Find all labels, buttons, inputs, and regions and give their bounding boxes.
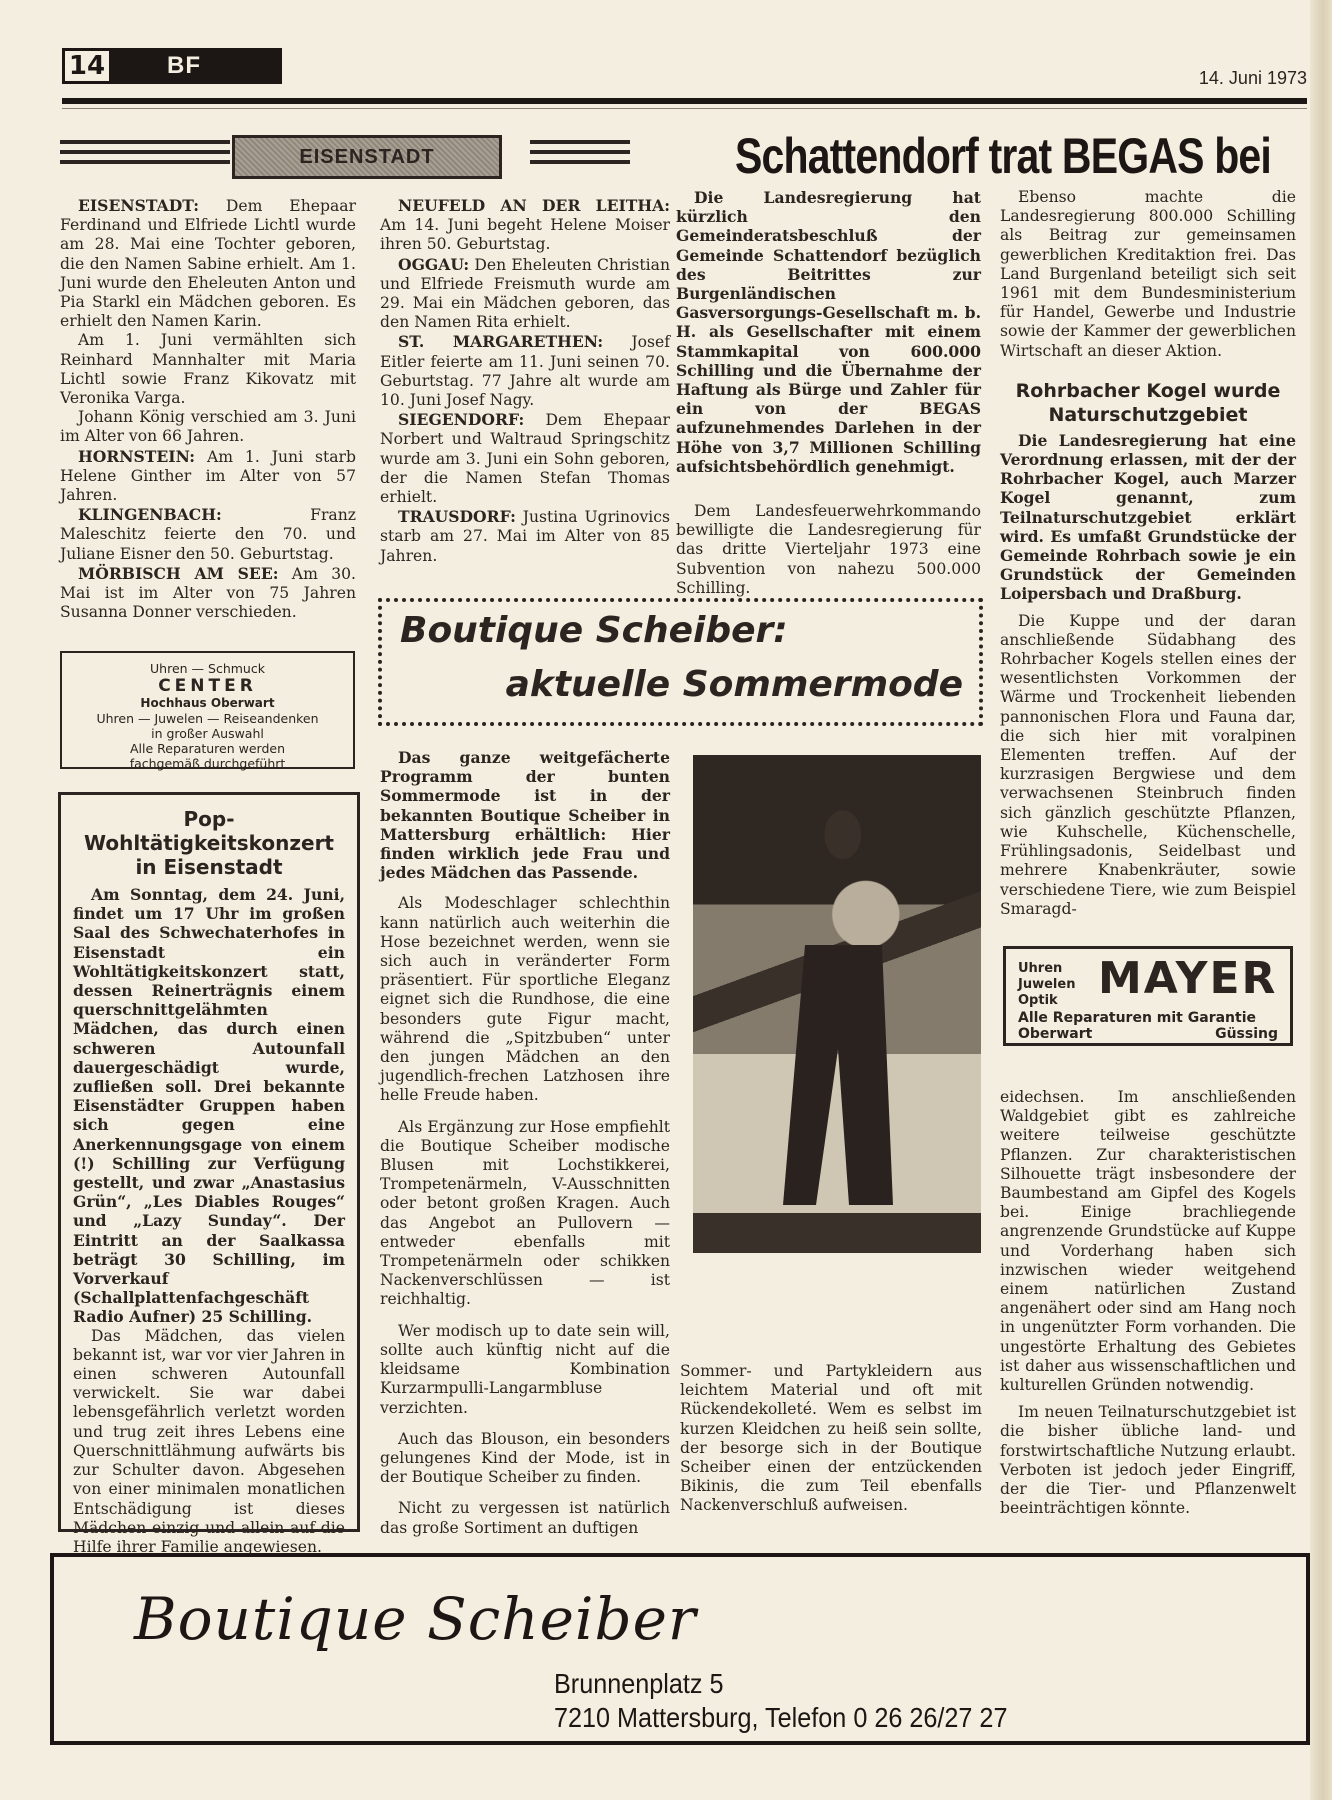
regional-news-column [380,196,670,566]
page-number: 14 [65,51,109,81]
ad-address [554,1667,1007,1735]
kogel-headline: Rohrbacher Kogel wurde Naturschutzgebiet [1015,379,1281,426]
ad-brand: MAYER [1098,953,1278,1004]
section-label: EISENSTADT [232,135,502,179]
ad-address-line: 7210 Mattersburg, Telefon 0 26 26/27 27 [554,1702,1008,1733]
begas-lead: Die Landesregierung hat kürzlich den Gemeinderatsbeschluß der Gemeinde Schattendorf bezüglich des Beitrittes zur Burgenländischen Gasversorgungs-Gesellschaft m. b. H. als Gesellschafter mit einem Stammkapital von 600.000 Schilling und die Übernahme der Haftung als Bürge und Zahler für ein von der BEGAS aufzunehmendes Darlehen in der Höhe von 3,7 Millionen Schilling aufsichtsbehördlich genehmigt. [676,188,981,476]
decorative-lines-right [530,140,630,170]
decorative-lines-left [60,140,230,170]
news-item: Johann König verschied am 3. Juni im Alter von 66 Jahren. [60,408,356,446]
center-jewelry-ad [60,651,355,769]
issue-date: 14. Juni 1973 [1198,68,1307,88]
masthead-block [62,48,282,84]
ad-line: Uhren — Juwelen — Reiseandenken [96,711,319,726]
news-item: OGGAU: Den Eheleuten Christian und Elfriede Freismuth wurde am 29. Mai ein Mädchen geboren, das den Namen Rita erhielt. [380,254,670,332]
header-rule-thin [62,108,1307,109]
concert-headline: Pop-Wohltätigkeitskonzert in Eisenstadt [84,807,334,879]
kogel-continued [1000,1088,1296,1518]
begas-headline: Schattendorf trat BEGAS bei [735,128,1271,184]
news-item: SIEGENDORF: Dem Ehepaar Norbert und Waltraud Springschitz wurde am 3. Juni ein Sohn geboren, der die Namen Stefan Thomas erhielt. [380,410,670,507]
kogel-paragraph: eidechsen. Im anschließenden Waldgebiet gibt es zahlreiche weitere teilweise geschützte Pflanzen. Zur charakteristischen Silhouette trägt insbesondere der Baumbestand am Gipfel des Kogels bei. Einige brachliegende angrenzende Grundstücke auf Kuppe und Vorderhang haben sich inzwischen wieder weitgehend einem natürlichen Zustand angenähert oder sind am Hang noch in ungenützter Form vorhanden. Die ungestörte Erhaltung des Gebietes ist daher aus wissenschaftlichen und kulturellen Gründen notwendig. [1000,1088,1296,1395]
boutique-paragraph: Als Ergänzung zur Hose empfiehlt die Boutique Scheiber modische Blusen mit Lochstikkerei, Trompetenärmeln, V-Ausschnitten oder betont großen Kragen. Auch das Angebot an Pullovern — entweder ebenfalls mit Trompetenärmeln oder schikken Nackenverschlüssen — ist reichhaltig. [380,1117,670,1309]
ad-line: Uhren — Schmuck [150,661,265,676]
boutique-lead: Das ganze weitgefächerte Programm der bunten Sommermode ist in der bekannten Boutique Scheiber in Mattersburg erhältlich: Hier finden wirklich jede Frau und jedes Mädchen das Passende. [380,748,670,883]
boutique-paragraph: Sommer- und Partykleidern aus leichtem Material und oft mit Rückendekolleté. Wem es selbst im kurzen Kleidchen zu heiß sein sollte, der besorge sich in der Boutique Scheiber einen der entzückenden Bikinis, die zum Teil ebenfalls Nackenverschluß aufweisen. [680,1362,982,1515]
ad-item: Optik [1018,993,1058,1008]
header-rule [62,98,1307,104]
section-code: BF [167,52,201,79]
begas-article [676,188,981,598]
photo-stairs [693,1213,981,1253]
begas-paragraph: Dem Landesfeuerwehrkommando bewilligte die Landesregierung für das dritte Vierteljahr 1973 eine Subvention von nahezu 500.000 Schilling. [676,502,981,597]
page-edge-shadow [1310,0,1332,1800]
boutique-banner [378,598,983,726]
ad-brand: CENTER [158,676,257,696]
kogel-paragraph: Im neuen Teilnaturschutzgebiet ist die bisher übliche land- und forstwirtschaftliche Nutzung erlaubt. Verboten ist jedoch jeder Eingriff, der die Tier- und Pflanzenwelt beeinträchtigen könnte. [1000,1403,1296,1518]
kogel-lead: Die Landesregierung hat eine Verordnung erlassen, mit der der Rohrbacher Kogel, auch Marzer Kogel genannt, zum Teilnaturschutzgebiet erklärt wird. Es umfaßt Grundstücke der Gemeinde Rohrbach sowie je ein Grundstück der Gemeinden Loipersbach und Draßburg. [1000,430,1296,604]
eisenstadt-news-column [60,196,356,622]
photo-figure [783,945,893,1205]
ad-location-right: Güssing [1215,1026,1278,1042]
news-item: NEUFELD AN DER LEITHA: Am 14. Juni begeht Helene Moiser ihren 50. Geburtstag. [380,196,670,254]
concert-lead: Am Sonntag, dem 24. Juni, findet um 17 Uhr im großen Saal des Schwechaterhofes in Eisenstadt ein Wohltätigkeitskonzert statt, dessen Reinerträgnis einem querschnittgelähmten Mädchen, das durch einen schweren Autounfall dauergeschädigt wurde, zufließen soll. Drei bekannte Eisenstädter Gruppen haben sich gegen eine Anerkennungsgage von einem (!) Schilling zur Verfügung gestellt, und zwar „Anastasius Grün“, „Les Diables Rouges“ und „Lazy Sunday“. Der Eintritt an der Saalkassa beträgt 30 Schilling, im Vorverkauf (Schallplattenfachgeschäft Radio Aufner) 25 Schilling. [73,885,345,1327]
boutique-article [380,748,670,1538]
news-item: Am 1. Juni vermählten sich Reinhard Mannhalter mit Maria Lichtl sowie Franz Kikovatz mit Veronika Varga. [60,331,356,408]
ad-line: Alle Reparaturen werden [129,741,286,756]
kogel-paragraph: Die Kuppe und der daran anschließende Südabhang des Rohrbacher Kogels stellen eines der wesentlichsten Vorkommen der Wärme und Trockenheit liebenden pannonischen Flora und Fauna dar, die sich hier mit voralpinen Elementen treffen. Auf der kurzrasigen Bergwiese und dem verwachsenen Steinbruch finden sich gänzlich geschützte Pflanzen, wie Kuhschelle, Küchenschelle, Frühlingsadonis, Seidelbast und mehrere Knabenkräuter, sowie verschiedene Tiere, wie zum Beispiel Smaragd- [1000,611,1296,918]
ad-tagline: Alle Reparaturen mit Garantie [1018,1010,1256,1026]
kogel-column [1000,188,1296,919]
ad-location: Hochhaus Oberwart [140,696,275,710]
boutique-continued [680,1362,982,1516]
boutique-paragraph: Wer modisch up to date sein will, sollte auch künftig nicht auf die kleidsame Kombination Kurzarmpulli-Langarmbluse verzichten. [380,1321,670,1417]
boutique-paragraph: Als Modeschlager schlechthin kann natürlich auch weiterhin die Hose bezeichnet werden, wenn sie sich auch in veränderter Form präsentiert. Für sportliche Eleganz eignet sich die Rundhose, die eine besonders gute Figur macht, während die „Spitzbuben“ unter den jungen Mädchen an den jugendlich-frechen Latzhosen ihre helle Freude haben. [380,894,670,1105]
concert-body: Das Mädchen, das vielen bekannt ist, war vor vier Jahren in einen schweren Autounfall verwickelt. Sie war dabei lebensgefährlich verletzt worden und trug zeit ihres Lebens eine Querschnittlähmung aufwärts bis zur Schulter davon. Abgesehen von einer minimalen monatlichen Entschädigung ist dieses Mädchen einzig und allein auf die Hilfe ihrer Familie angewiesen. [73,1326,345,1556]
news-item: ST. MARGARETHEN: Josef Eitler feierte am 11. Juni seinen 70. Geburtstag. 77 Jahre alt wurde am 10. Juni Josef Nagy. [380,332,670,410]
news-item: EISENSTADT: Dem Ehepaar Ferdinand und Elfriede Lichtl wurde am 28. Mai eine Tochter geboren, die den Namen Sabine erhielt. Am 1. Juni wurde den Eheleuten Anton und Pia Starkl ein Mädchen geboren. Es erhielt den Namen Karin. [60,196,356,331]
ad-item: Uhren [1018,961,1063,976]
ad-line: in großer Auswahl [151,726,264,741]
boutique-paragraph: Nicht zu vergessen ist natürlich das große Sortiment an duftigen [380,1499,670,1537]
ad-item: Juwelen [1018,977,1076,992]
banner-line-1: Boutique Scheiber: [400,610,788,651]
boutique-paragraph: Auch das Blouson, ein besonders gelungenes Kind der Mode, ist in der Boutique Scheiber zu finden. [380,1429,670,1487]
mayer-jeweler-ad [1003,946,1293,1046]
news-item: TRAUSDORF: Justina Ugrinovics starb am 27. Mai im Alter von 85 Jahren. [380,507,670,565]
ad-location-left: Oberwart [1018,1026,1093,1042]
boutique-scheiber-ad [50,1553,1310,1745]
begas-paragraph: Ebenso machte die Landesregierung 800.000 Schilling als Beitrag zur gemeinsamen gewerblichen Kreditaktion frei. Das Land Burgenland beteiligt sich seit 1961 mit dem Bundesministerium für Handel, Gewerbe und Industrie sowie der Kammer der gewerblichen Wirtschaft an dieser Aktion. [1000,188,1296,360]
concert-article [58,792,360,1556]
news-item: HORNSTEIN: Am 1. Juni starb Helene Ginther im Alter von 57 Jahren. [60,446,356,505]
news-item: MÖRBISCH AM SEE: Am 30. Mai ist im Alter von 75 Jahren Susanna Donner verschieden. [60,563,356,622]
ad-line: fachgemäß durchgeführt [129,756,286,771]
ad-brand-script: Boutique Scheiber [134,1585,697,1653]
ad-address-line: Brunnenplatz 5 [554,1668,724,1699]
fashion-photo [693,755,981,1253]
banner-line-2: aktuelle Sommermode [505,664,963,705]
news-item: KLINGENBACH: Franz Maleschitz feierte den 70. und Juliane Eisner den 50. Geburtstag. [60,505,356,563]
